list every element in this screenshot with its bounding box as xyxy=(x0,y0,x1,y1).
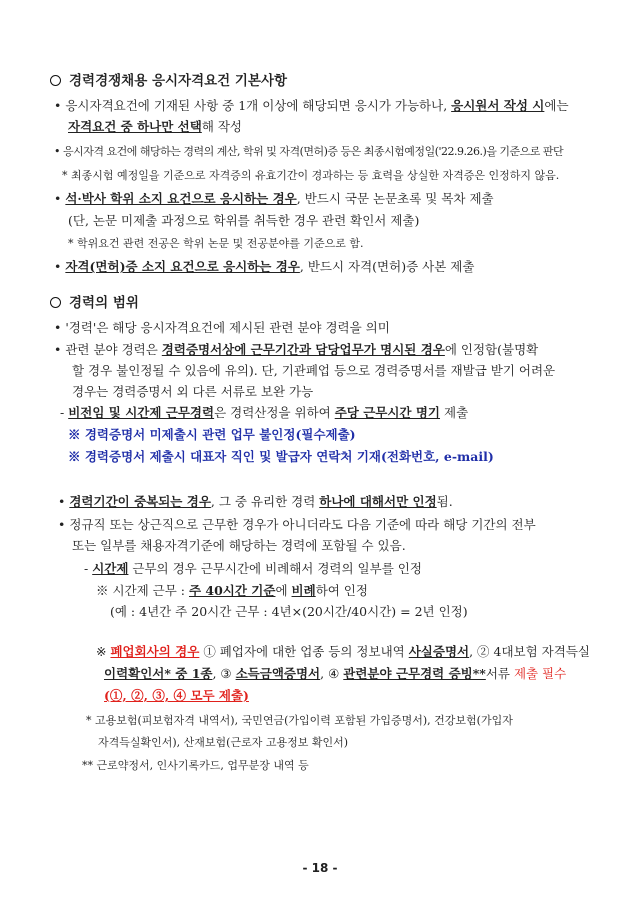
closed-company-note-cont: 이력확인서* 중 1종, ③ 소득금액증명서, ④ 관련분야 근무경력 증빙**서류 제출 필수 xyxy=(104,666,567,681)
scope-item-nonregular-cont: 또는 일부를 채용자격기준에 해당하는 경력에 포함될 수 있음. xyxy=(72,538,406,553)
footnote-insurance-cont: 자격득실확인서), 산재보험(근로자 고용정보 확인서) xyxy=(98,736,349,749)
section-heading-scope: 경력의 범위 xyxy=(50,295,139,311)
closed-company-all-required: (①, ②, ③, ④ 모두 제출) xyxy=(104,688,249,703)
scope-item-overlap: • 경력기간이 중복되는 경우, 그 중 유리한 경력 하나에 대해서만 인정됨. xyxy=(58,494,453,509)
footnote-insurance: * 고용보험(피보험자격 내역서), 국민연금(가입이력 포함된 가입증명서), 건강보험(가입자 xyxy=(86,714,513,727)
scope-item-1: • '경력'은 해당 응시자격요건에 제시된 관련 분야 경력을 의미 xyxy=(54,320,390,335)
circle-bullet-icon xyxy=(50,75,61,86)
section-heading-basic: 경력경쟁채용 응시자격요건 기본사항 xyxy=(50,73,287,89)
basic-note-2: * 학위요건 관련 전공은 학위 논문 및 전공분야를 기준으로 함. xyxy=(68,237,364,250)
basic-item-3: • 석·박사 학위 소지 요건으로 응시하는 경우, 반드시 국문 논문초록 및 목차 제출 xyxy=(54,191,494,206)
basic-item-1: • 응시자격요건에 기재된 사항 중 1개 이상에 해당되면 응시가 가능하나, 응시원서 작성 시에는 xyxy=(54,98,569,113)
scope-item-nonregular: • 정규직 또는 상근직으로 근무한 경우가 아니더라도 다음 기준에 따라 해당 기간의 전부 xyxy=(58,517,536,532)
basic-item-1-cont: 자격요건 중 하나만 선택해 작성 xyxy=(68,119,243,134)
basic-item-3-cont: (단, 논문 미제출 과정으로 학위를 취득한 경우 관련 확인서 제출) xyxy=(68,213,420,228)
scope-subitem-hourly: - 시간제 근무의 경우 근무시간에 비례해서 경력의 일부를 인정 xyxy=(84,561,422,576)
basic-item-2: • 응시자격 요건에 해당하는 경력의 계산, 학위 및 자격(면허)증 등은 최종시험예정일('22.9.26.)을 기준으로 판단 xyxy=(54,145,564,158)
basic-item-4: • 자격(면허)증 소지 요건으로 응시하는 경우, 반드시 자격(면허)증 사본 제출 xyxy=(54,259,475,274)
scope-item-2-cont1: 할 경우 불인정될 수 있음에 유의). 단, 기관폐업 등으로 경력증명서를 재발급 받기 어려운 xyxy=(72,363,556,378)
scope-item-2-cont2: 경우는 경력증명서 외 다른 서류로 보완 가능 xyxy=(72,384,314,399)
scope-item-2: • 관련 분야 경력은 경력증명서상에 근무기간과 담당업무가 명시된 경우에 인정함(불명확 xyxy=(54,342,539,357)
page-number: - 18 - xyxy=(302,861,338,875)
circle-bullet-icon xyxy=(50,297,61,308)
scope-note-required: ※ 경력증명서 미제출시 관련 업무 불인정(필수제출) xyxy=(68,427,356,442)
scope-note-example: (예 : 4년간 주 20시간 근무 : 4년×(20시간/40시간) = 2년 인정) xyxy=(110,604,468,619)
scope-note-contact: ※ 경력증명서 제출시 대표자 직인 및 발급자 연락처 기재(전화번호, e-mail) xyxy=(68,449,494,464)
scope-note-hourly: ※ 시간제 근무 : 주 40시간 기준에 비례하여 인정 xyxy=(96,583,368,598)
basic-note-1: * 최종시험 예정일을 기준으로 자격증의 유효기간이 경과하는 등 효력을 상실한 자격증은 인정하지 않음. xyxy=(62,169,560,182)
footnote-career-proof: ** 근로약정서, 인사기록카드, 업무분장 내역 등 xyxy=(82,759,309,772)
closed-company-note: ※ 폐업회사의 경우 ① 폐업자에 대한 업종 등의 정보내역 사실증명서, ② 4대보험 자격득실 xyxy=(96,644,590,659)
scope-subitem-part-time: - 비전임 및 시간제 근무경력은 경력산정을 위하여 주당 근무시간 명기 제출 xyxy=(60,405,469,420)
